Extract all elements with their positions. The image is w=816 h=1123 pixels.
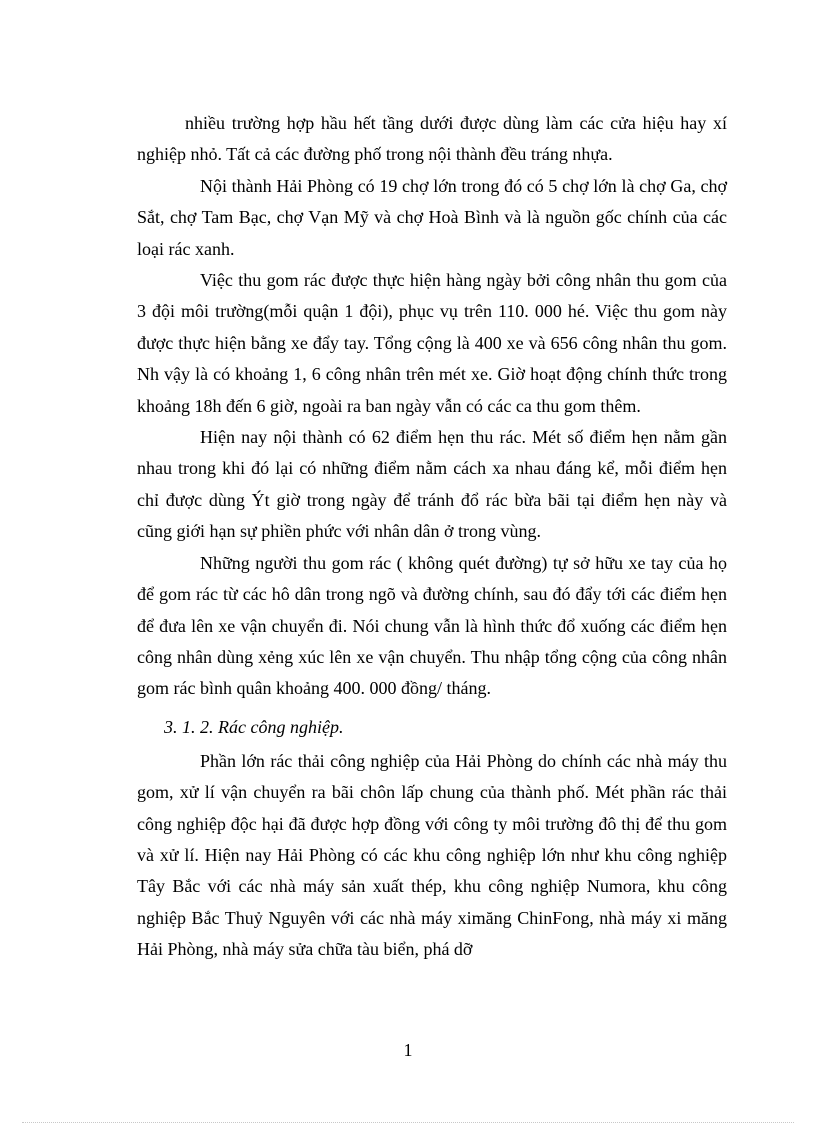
paragraph-1: nhiều trường hợp hầu hết tầng dưới được dùng làm các cửa hiệu hay xí nghiệp nhỏ. Tất cả các đường phố trong nội thành đều tráng nhựa. [137, 113, 727, 165]
paragraph-2: Nội thành Hải Phòng có 19 chợ lớn trong đó có 5 chợ lớn là chợ Ga, chợ Sắt, chợ Tam Bạc, chợ Vạn Mỹ và chợ Hoà Bình và là nguồn gốc chính của các loại rác xanh. [137, 175, 727, 259]
body-text [137, 108, 727, 966]
paragraph-3: Việc thu gom rác được thực hiện hàng ngày bởi công nhân thu gom của 3 đội môi trường(mỗi quận 1 đội), phục vụ trên 110. 000 hé. Việc thu gom này được thực hiện bằng xe đẩy tay. Tổng cộng là 400 xe và 656 công nhân thu gom. Nh vậy là có khoảng 1, 6 công nhân trên mét xe. Giờ hoạt động chính thức trong khoảng 18h đến 6 giờ, ngoài ra ban ngày vẫn có các ca thu gom thêm. [137, 270, 727, 416]
section-heading: 3. 1. 2. Rác công nghiệp. [164, 716, 344, 737]
paragraph-5: Những người thu gom rác ( không quét đường) tự sở hữu xe tay của họ để gom rác từ các hô dân trong ngõ và đường chính, sau đó đẩy tới các điểm hẹn để đưa lên xe vận chuyển đi. Nói chung vẫn là hình thức đổ xuống các điểm hẹn công nhân dùng xẻng xúc lên xe vận chuyển. Thu nhập tổng cộng của công nhân gom rác bình quân khoảng 400. 000 đồng/ tháng. [137, 552, 727, 699]
paragraph-4: Hiện nay nội thành có 62 điểm hẹn thu rác. Mét số điểm hẹn nằm gần nhau trong khi đó lại có những điểm nằm cách xa nhau đáng kể, mỗi điểm hẹn chỉ được dùng Ýt giờ trong ngày để tránh đổ rác bừa bãi tại điểm hẹn này và cũng giới hạn sự phiền phức với nhân dân ở trong vùng. [137, 427, 727, 542]
paragraph-6: Phần lớn rác thải công nghiệp của Hải Phòng do chính các nhà máy thu gom, xử lí vận chuyển ra bãi chôn lấp chung của thành phố. Mét phần rác thải công nghiệp độc hại đã được hợp đồng với công ty môi trường đô thị để thu gom và xử lí. Hiện nay Hải Phòng có các khu công nghiệp lớn như khu công nghiệp Tây Bắc với các nhà máy sản xuất thép, khu công nghiệp Numora, khu công nghiệp Bắc Thuỷ Nguyên với các nhà máy ximăng ChinFong, nhà máy xi măng Hải Phòng, nhà máy sửa chữa tàu biển, phá dỡ [137, 750, 727, 960]
page-number: 1 [403, 1040, 413, 1060]
